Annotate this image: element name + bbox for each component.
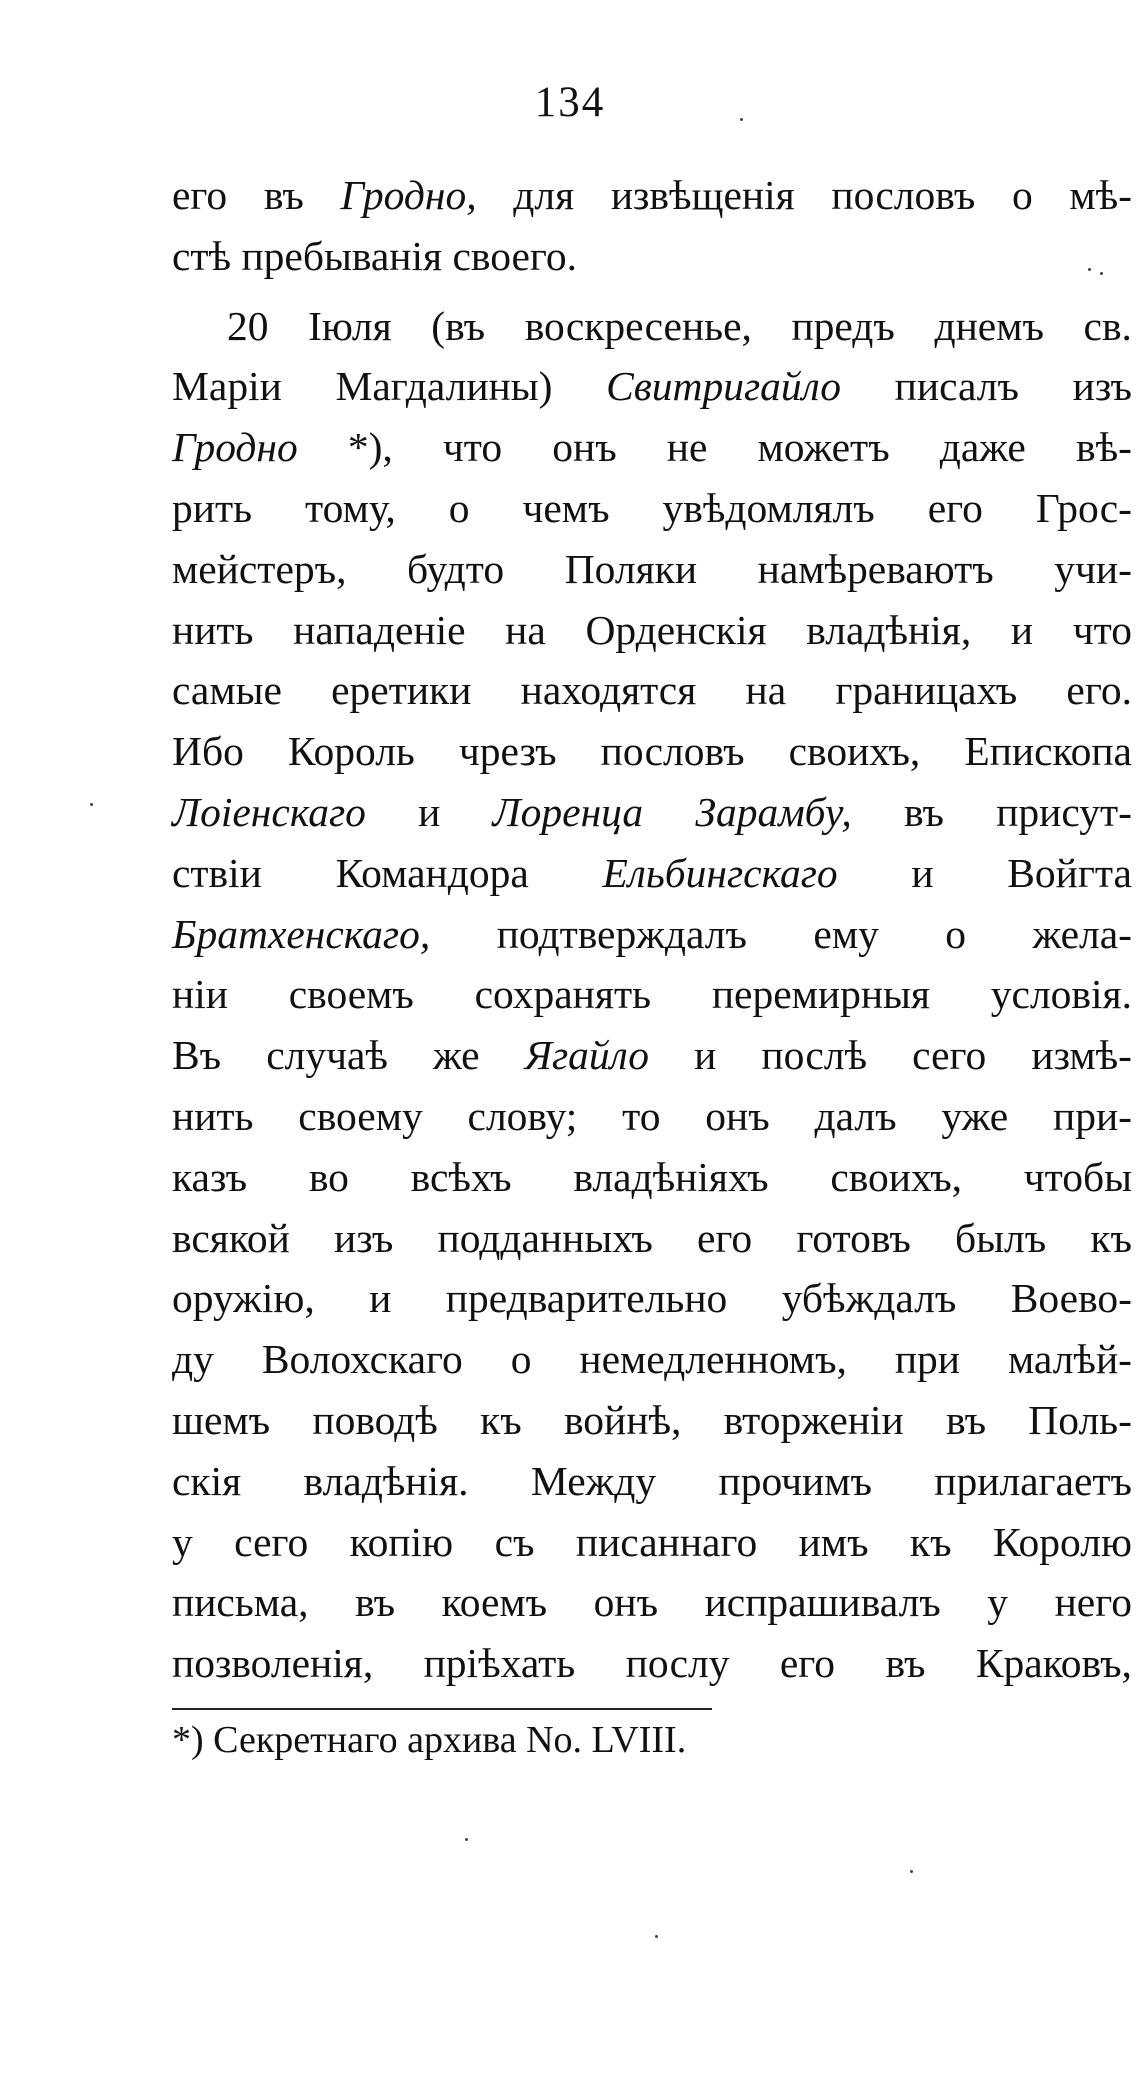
text-line: письма, въ коемъ онъ испрашивалъ у него	[172, 1579, 1132, 1626]
scan-speck	[465, 1838, 468, 1841]
text-line: Лоіенскаго и Лоренца Зарамбу, въ присут-	[172, 788, 1132, 835]
text-line: нить нападеніе на Орденскія владѣнія, и что	[172, 606, 1132, 653]
text-line: позволенія, пріѣхать послу его въ Краковъ,	[172, 1640, 1132, 1687]
scan-speck	[740, 118, 743, 121]
text-line: его въ Гродно, для извѣщенія пословъ о мѣ-	[172, 172, 1132, 218]
text-line: оружію, и предварительно убѣждалъ Воево-	[172, 1275, 1132, 1322]
text-line: ду Волохскаго о немедленномъ, при малѣй-	[172, 1336, 1132, 1383]
text-line: казъ во всѣхъ владѣніяхъ своихъ, чтобы	[172, 1153, 1132, 1200]
text-line: всякой изъ подданныхъ его готовъ былъ къ	[172, 1214, 1132, 1261]
text-line: ніи своемъ сохранять перемирныя условія.	[172, 971, 1132, 1018]
page-number: 134	[534, 79, 606, 126]
text-line: мейстеръ, будто Поляки намѣреваютъ учи-	[172, 545, 1132, 592]
text-line: Ибо Король чрезъ пословъ своихъ, Епископа	[172, 728, 1132, 775]
footnote: *) Секретнаго архива No. LVIII.	[172, 1719, 687, 1761]
text-line: 20 Іюля (въ воскресенье, предъ днемъ св.	[227, 302, 1132, 349]
text-line: Въ случаѣ же Ягайло и послѣ сего измѣ-	[172, 1032, 1132, 1079]
text-line: Братхенскаго, подтверждалъ ему о жела-	[172, 910, 1132, 957]
scan-speck	[90, 803, 93, 806]
text-line: Маріи Магдалины) Свитригайло писалъ изъ	[172, 363, 1132, 410]
text-line: стѣ пребыванія своего.	[172, 232, 578, 279]
text-line: шемъ поводѣ къ войнѣ, вторженіи въ Поль-	[172, 1396, 1132, 1443]
scan-speck	[910, 1870, 913, 1873]
text-line: рить тому, о чемъ увѣдомлялъ его Грос-	[172, 484, 1132, 531]
scan-speck	[1088, 268, 1091, 271]
text-line: Гродно *), что онъ не можетъ даже вѣ-	[172, 424, 1132, 471]
scan-speck	[1100, 272, 1103, 275]
text-line: ствіи Командора Ельбингскаго и Войгта	[172, 849, 1132, 896]
text-line: у сего копію съ писаннаго имъ къ Королю	[172, 1518, 1132, 1565]
text-line: самые еретики находятся на границахъ его.	[172, 667, 1132, 714]
footnote-rule	[172, 1708, 712, 1710]
text-line: скія владѣнія. Между прочимъ прилагаетъ	[172, 1457, 1132, 1504]
body-text	[172, 165, 1132, 1694]
scan-speck	[655, 1935, 658, 1938]
text-line: нить своему слову; то онъ далъ уже при-	[172, 1092, 1132, 1139]
